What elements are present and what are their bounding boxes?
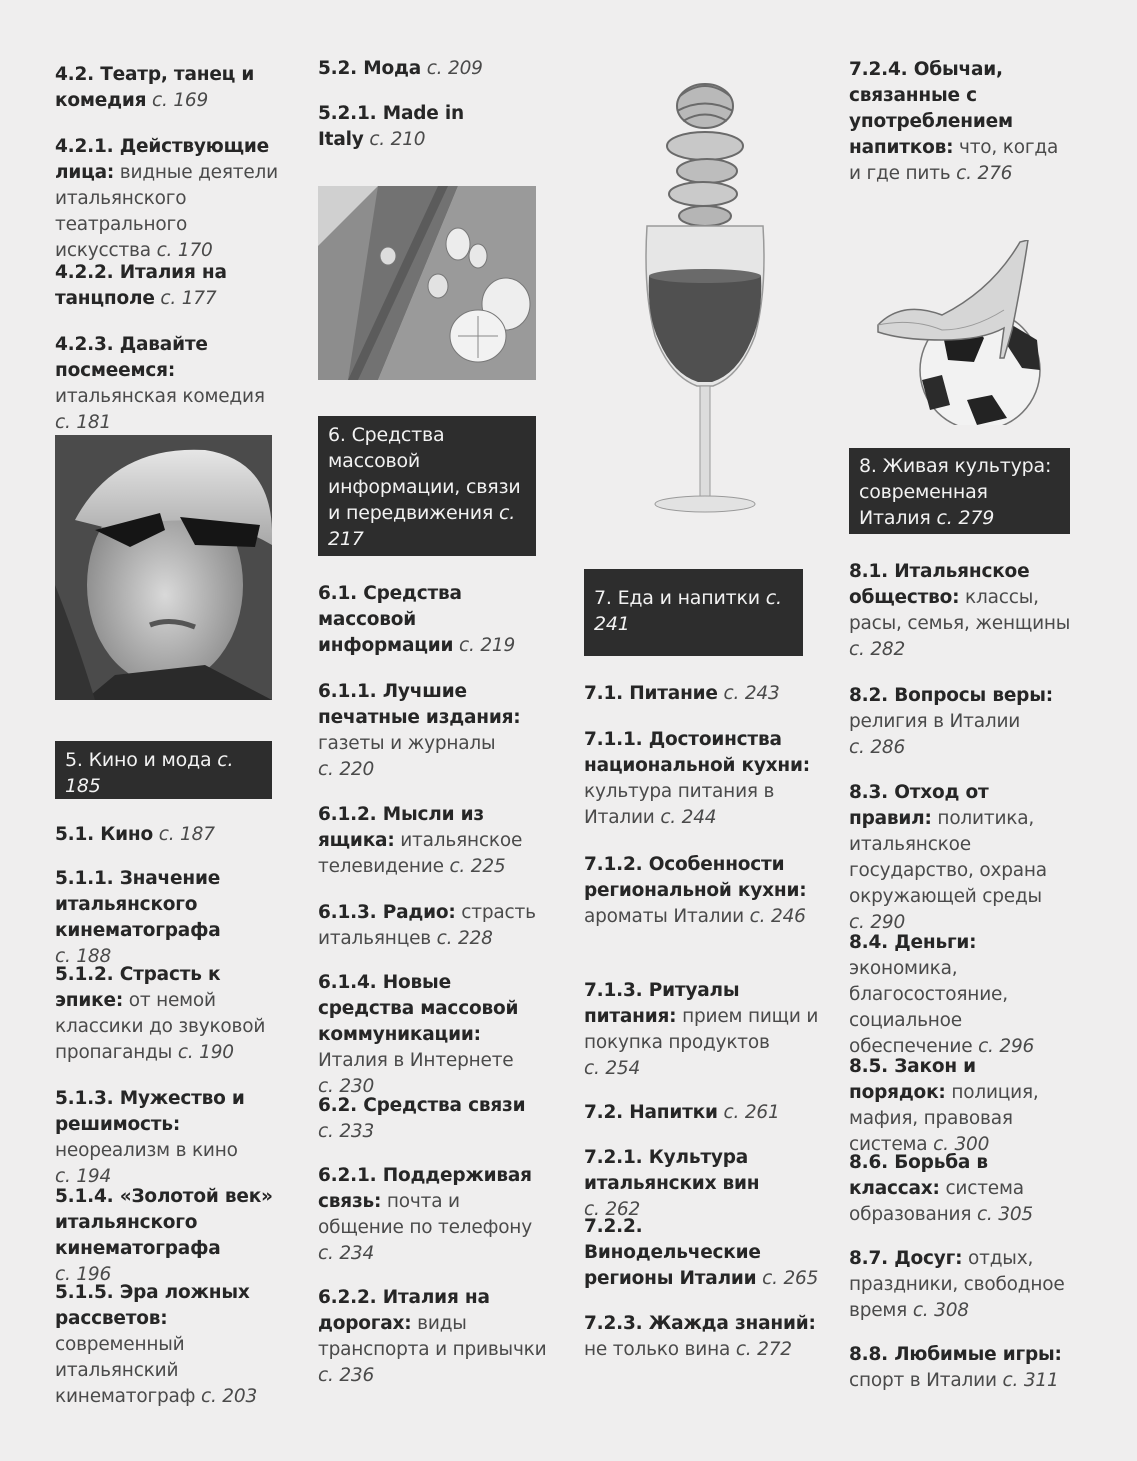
entry-title: 8.3. Отход от правил:	[849, 782, 989, 829]
toc-entry-7-2-1[interactable]	[584, 1145, 819, 1223]
entry-page: с. 276	[956, 163, 1013, 184]
entry-title: 7.2.3. Жажда знаний:	[584, 1313, 816, 1334]
entry-desc: экономика, благосостояние, социальное обеспечение	[849, 958, 1008, 1057]
entry-title: 5.2.1. Made in Italy	[318, 103, 464, 150]
satellite-dishes-photo	[318, 186, 536, 380]
entry-page: с. 169	[152, 90, 209, 111]
toc-entry-4-2-1[interactable]	[55, 134, 280, 264]
section-title: 7. Еда и напитки	[594, 587, 760, 609]
entry-page: с. 210	[369, 129, 426, 150]
entry-desc: религия в Италии	[849, 711, 1021, 732]
entry-title: 8.4. Деньги:	[849, 932, 977, 953]
entry-page: с. 300	[933, 1134, 990, 1155]
entry-desc: виды транспорта и привычки	[318, 1313, 547, 1360]
toc-entry-4-2[interactable]	[55, 62, 285, 114]
entry-page: с. 225	[449, 856, 506, 877]
toc-entry-8-5[interactable]	[849, 1054, 1074, 1158]
toc-entry-6-2-2[interactable]	[318, 1285, 548, 1389]
toc-entry-8-6[interactable]	[849, 1150, 1074, 1228]
toc-entry-6-1[interactable]	[318, 581, 548, 659]
entry-desc: классы, расы, семья, женщины	[849, 587, 1071, 634]
toc-entry-8-3[interactable]	[849, 780, 1074, 936]
entry-page: с. 244	[660, 807, 717, 828]
entry-title: 7.2.4. Обычаи, связанные с употреблением напитков:	[849, 59, 1013, 158]
entry-title: 6.2.2. Италия на дорогах:	[318, 1287, 490, 1334]
section-8-box[interactable]	[849, 448, 1070, 534]
toc-entry-8-4[interactable]	[849, 930, 1074, 1060]
entry-desc: от немой классики до звуковой пропаганды	[55, 990, 266, 1063]
entry-desc: спорт в Италии	[849, 1370, 997, 1391]
entry-title: 5.1.4. «Золотой век» итальянского кинематографа	[55, 1186, 273, 1259]
entry-title: 6.1. Средства массовой информации	[318, 583, 462, 656]
entry-page: с. 170	[156, 240, 213, 261]
entry-title: 8.6. Борьба в классах:	[849, 1152, 988, 1199]
entry-page: с. 272	[735, 1339, 792, 1360]
section-page: с. 185	[65, 749, 234, 797]
entry-page: с. 305	[976, 1204, 1033, 1225]
entry-title: 4.2. Театр, танец и комедия	[55, 64, 255, 111]
entry-title: 4.2.2. Италия на танцполе	[55, 262, 227, 309]
entry-title: 7.1.2. Особенности региональной кухни:	[584, 854, 807, 901]
toc-entry-8-2[interactable]	[849, 683, 1074, 761]
entry-page: с. 265	[762, 1268, 819, 1289]
entry-title: 7.2. Напитки	[584, 1102, 718, 1123]
entry-title: 5.1.1. Значение итальянского кинематографа	[55, 868, 221, 941]
toc-entry-5-1-2[interactable]	[55, 962, 280, 1066]
toc-entry-7-2-2[interactable]	[584, 1214, 819, 1292]
entry-title: 5.1.3. Мужество и решимость:	[55, 1088, 245, 1135]
entry-title: 8.1. Итальянское общество:	[849, 561, 1030, 608]
entry-page: с. 243	[723, 683, 780, 704]
entry-page: с. 286	[849, 737, 906, 758]
section-title: 5. Кино и мода	[65, 749, 212, 771]
entry-page: с. 311	[1002, 1370, 1059, 1391]
entry-title: 8.7. Досуг:	[849, 1248, 963, 1269]
toc-entry-7-1-2[interactable]	[584, 852, 819, 930]
toc-entry-6-2-1[interactable]	[318, 1163, 548, 1267]
entry-desc: почта и общение по телефону	[318, 1191, 532, 1238]
entry-desc: прием пищи и покупка продуктов	[584, 1006, 819, 1053]
entry-title: 8.8. Любимые игры:	[849, 1344, 1062, 1365]
entry-page: с. 246	[749, 906, 806, 927]
entry-page: с. 261	[723, 1102, 780, 1123]
entry-page: с. 296	[978, 1036, 1035, 1057]
entry-title: 6.1.1. Лучшие печатные издания:	[318, 681, 521, 728]
entry-page: с. 209	[426, 58, 483, 79]
entry-title: 6.1.4. Новые средства массовой коммуникации:	[318, 972, 519, 1045]
toc-entry-5-1[interactable]	[55, 822, 280, 848]
entry-desc: не только вина	[584, 1339, 731, 1360]
toc-entry-4-2-2[interactable]	[55, 260, 280, 312]
entry-desc: итальянская комедия	[55, 386, 265, 407]
entry-page: с. 188	[55, 946, 112, 967]
entry-title: 6.1.2. Мысли из ящика:	[318, 804, 484, 851]
entry-title: 6.1.3. Радио:	[318, 902, 456, 923]
toc-entry-6-1-4[interactable]	[318, 970, 548, 1100]
entry-desc: культура питания в Италии	[584, 781, 775, 828]
entry-page: с. 196	[55, 1264, 112, 1285]
entry-page: с. 203	[200, 1386, 258, 1407]
entry-desc: что, когда и где пить	[849, 137, 1059, 184]
toc-entry-7-1[interactable]	[584, 681, 819, 707]
wine-glass-pasta-photo	[635, 66, 775, 518]
toc-entry-7-2-3[interactable]	[584, 1311, 819, 1363]
entry-desc: страсть итальянцев	[318, 902, 536, 949]
entry-desc: политика, итальянское государство, охрана окружающей среды	[849, 808, 1047, 907]
entry-page: с. 234	[318, 1243, 375, 1264]
toc-entry-8-7[interactable]	[849, 1246, 1074, 1324]
toc-entry-8-8[interactable]	[849, 1342, 1074, 1394]
entry-title: 6.2. Средства связи	[318, 1095, 526, 1116]
entry-page: с. 187	[158, 824, 215, 845]
entry-page: с. 262	[584, 1199, 641, 1220]
entry-page: с. 220	[318, 759, 375, 780]
toc-entry-5-1-4[interactable]	[55, 1184, 280, 1288]
entry-desc: газеты и журналы	[318, 733, 496, 754]
entry-title: 4.2.3. Давайте посмеемся:	[55, 334, 208, 381]
toc-entry-5-2[interactable]	[318, 56, 548, 82]
section-page: с. 217	[328, 502, 516, 550]
section-5-box[interactable]	[55, 741, 272, 799]
section-6-box[interactable]	[318, 416, 536, 556]
toc-entry-4-2-3[interactable]	[55, 332, 280, 436]
entry-page: с. 194	[55, 1166, 112, 1187]
toc-entry-5-1-5[interactable]	[55, 1280, 280, 1410]
entry-desc: отдых, праздники, свободное время	[849, 1248, 1065, 1321]
entry-page: с. 254	[584, 1058, 641, 1079]
entry-desc: Италия в Интернете	[318, 1050, 514, 1071]
toc-entry-5-1-3[interactable]	[55, 1086, 280, 1190]
toc-entry-6-1-3[interactable]	[318, 900, 548, 952]
entry-title: 7.1. Питание	[584, 683, 718, 704]
entry-desc: видные деятели итальянского театрального искусства	[55, 162, 278, 261]
entry-page: с. 282	[849, 639, 906, 660]
section-title: 8. Живая культура: современная Италия	[859, 455, 1052, 529]
toc-entry-8-1[interactable]	[849, 559, 1074, 663]
entry-page: с. 233	[318, 1121, 375, 1142]
entry-title: 6.2.1. Поддерживая связь:	[318, 1165, 532, 1212]
section-title: 6. Средства массовой информации, связи и передвижения	[328, 424, 521, 524]
entry-title: 7.2.2. Винодельческие регионы Италии	[584, 1216, 761, 1289]
entry-desc: современный итальянский кинематограф	[55, 1334, 196, 1407]
entry-desc: итальянское телевидение	[318, 830, 523, 877]
entry-page: с. 181	[55, 412, 112, 433]
entry-title: 5.1.5. Эра ложных рассветов:	[55, 1282, 250, 1329]
entry-title: 5.1.2. Страсть к эпике:	[55, 964, 221, 1011]
entry-page: с. 219	[458, 635, 516, 656]
entry-title: 8.5. Закон и порядок:	[849, 1056, 976, 1103]
toc-entry-6-1-1[interactable]	[318, 679, 548, 783]
toc-entry-7-2-4[interactable]	[849, 57, 1074, 187]
entry-desc: система образования	[849, 1178, 1024, 1225]
entry-title: 5.2. Мода	[318, 58, 421, 79]
entry-desc: ароматы Италии	[584, 906, 744, 927]
entry-page: с. 290	[849, 912, 906, 933]
entry-page: с. 190	[177, 1042, 234, 1063]
entry-page: с. 236	[318, 1365, 375, 1386]
entry-desc: неореализм в кино	[55, 1140, 238, 1161]
entry-page: с. 228	[436, 928, 493, 949]
entry-title: 4.2.1. Действующие лица:	[55, 136, 269, 183]
entry-title: 5.1. Кино	[55, 824, 154, 845]
section-page: с. 279	[936, 507, 995, 529]
toc-entry-5-2-1[interactable]	[318, 101, 488, 153]
toc-entry-7-1-1[interactable]	[584, 727, 819, 831]
entry-page: с. 230	[318, 1076, 375, 1097]
entry-title: 7.2.1. Культура итальянских вин	[584, 1147, 760, 1194]
toc-entry-6-1-2[interactable]	[318, 802, 548, 880]
entry-title: 7.1.3. Ритуалы питания:	[584, 980, 740, 1027]
entry-page: с. 308	[912, 1300, 969, 1321]
high-heel-football-photo	[872, 240, 1050, 425]
toc-entry-6-2[interactable]	[318, 1093, 548, 1145]
toc-entry-7-1-3[interactable]	[584, 978, 819, 1082]
section-7-box[interactable]	[584, 569, 803, 656]
toc-entry-5-1-1[interactable]	[55, 866, 280, 970]
entry-desc: полиция, мафия, правовая система	[849, 1082, 1039, 1155]
entry-title: 7.1.1. Достоинства национальной кухни:	[584, 729, 810, 776]
entry-page: с. 177	[160, 288, 217, 309]
section-page: с. 241	[594, 587, 782, 635]
man-with-cap-photo	[55, 435, 272, 700]
toc-entry-7-2[interactable]	[584, 1100, 819, 1126]
entry-title: 8.2. Вопросы веры:	[849, 685, 1053, 706]
